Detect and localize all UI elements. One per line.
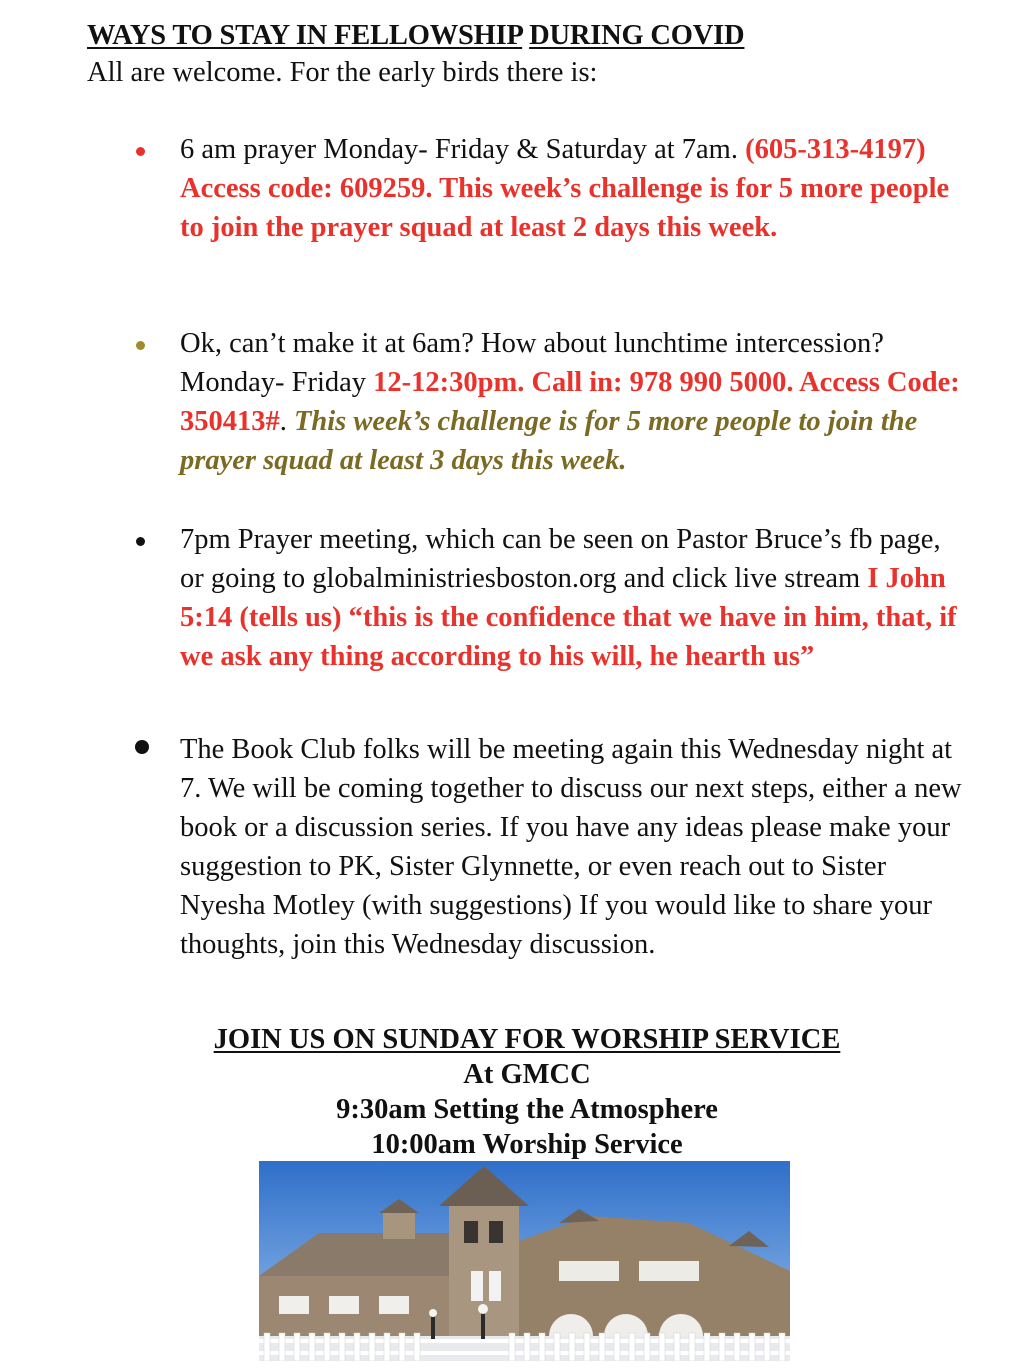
- scripture-quote: I John 5:14 (tells us) “this is the confidence that we have in him, that, if we ask any thing according to his will, he hearth us”: [180, 563, 957, 672]
- intro-text: All are welcome. For the early birds there is:: [87, 57, 598, 88]
- lunchtime-challenge: This week’s challenge is for 5 more people to join the prayer squad at least 3 days this week.: [180, 406, 918, 476]
- book-club-text: The Book Club folks will be meeting again this Wednesday night at 7. We will be coming together to discuss our next steps, either a new book or a discussion series. If you have any ideas please make your suggestion to PK, Sister Glynnette, or even reach out to Sister Nyesha Motley (with suggestions) If you would like to share your thoughts, join this Wednesday discussion.: [180, 734, 962, 960]
- sunday-service-block: [0, 1022, 1034, 1162]
- lunchtime-call-details: 12-12:30pm. Call in: 978 990 5000. Access Code: 350413#: [180, 367, 960, 437]
- morning-prayer-text: 6 am prayer Monday- Friday & Saturday at 7am.: [180, 134, 746, 165]
- bullet-dot-icon: [135, 740, 149, 754]
- list-item-lunchtime-intercession: [180, 324, 970, 480]
- evening-prayer-text: 7pm Prayer meeting, which can be seen on Pastor Bruce’s fb page, or going to globalministriesboston.org and click live stream: [180, 524, 941, 594]
- lunchtime-separator: .: [279, 406, 294, 437]
- bullet-dot-icon: [136, 537, 145, 546]
- bullet-dot-icon: [136, 341, 145, 350]
- list-item-evening-prayer: [180, 520, 970, 676]
- list-item-morning-prayer: [180, 130, 970, 247]
- title-part-1: WAYS TO STAY IN FELLOWSHIP: [87, 20, 523, 51]
- sunday-time-1: 9:30am Setting the Atmosphere: [336, 1094, 718, 1125]
- lunchtime-text: Ok, can’t make it at 6am? How about lunchtime intercession? Monday- Friday: [180, 328, 884, 398]
- morning-prayer-details: (605-313-4197) Access code: 609259. This week’s challenge is for 5 more people to join the prayer squad at least 2 days this week.: [180, 134, 950, 243]
- list-item-book-club: [180, 730, 970, 964]
- church-building-photo: [259, 1161, 790, 1361]
- bullet-dot-icon: [136, 147, 145, 156]
- sunday-heading: JOIN US ON SUNDAY FOR WORSHIP SERVICE: [213, 1024, 841, 1055]
- title-part-2: DURING COVID: [529, 20, 745, 51]
- sunday-location: At GMCC: [463, 1059, 591, 1090]
- page-title: [87, 20, 744, 52]
- sunday-time-2: 10:00am Worship Service: [371, 1129, 683, 1160]
